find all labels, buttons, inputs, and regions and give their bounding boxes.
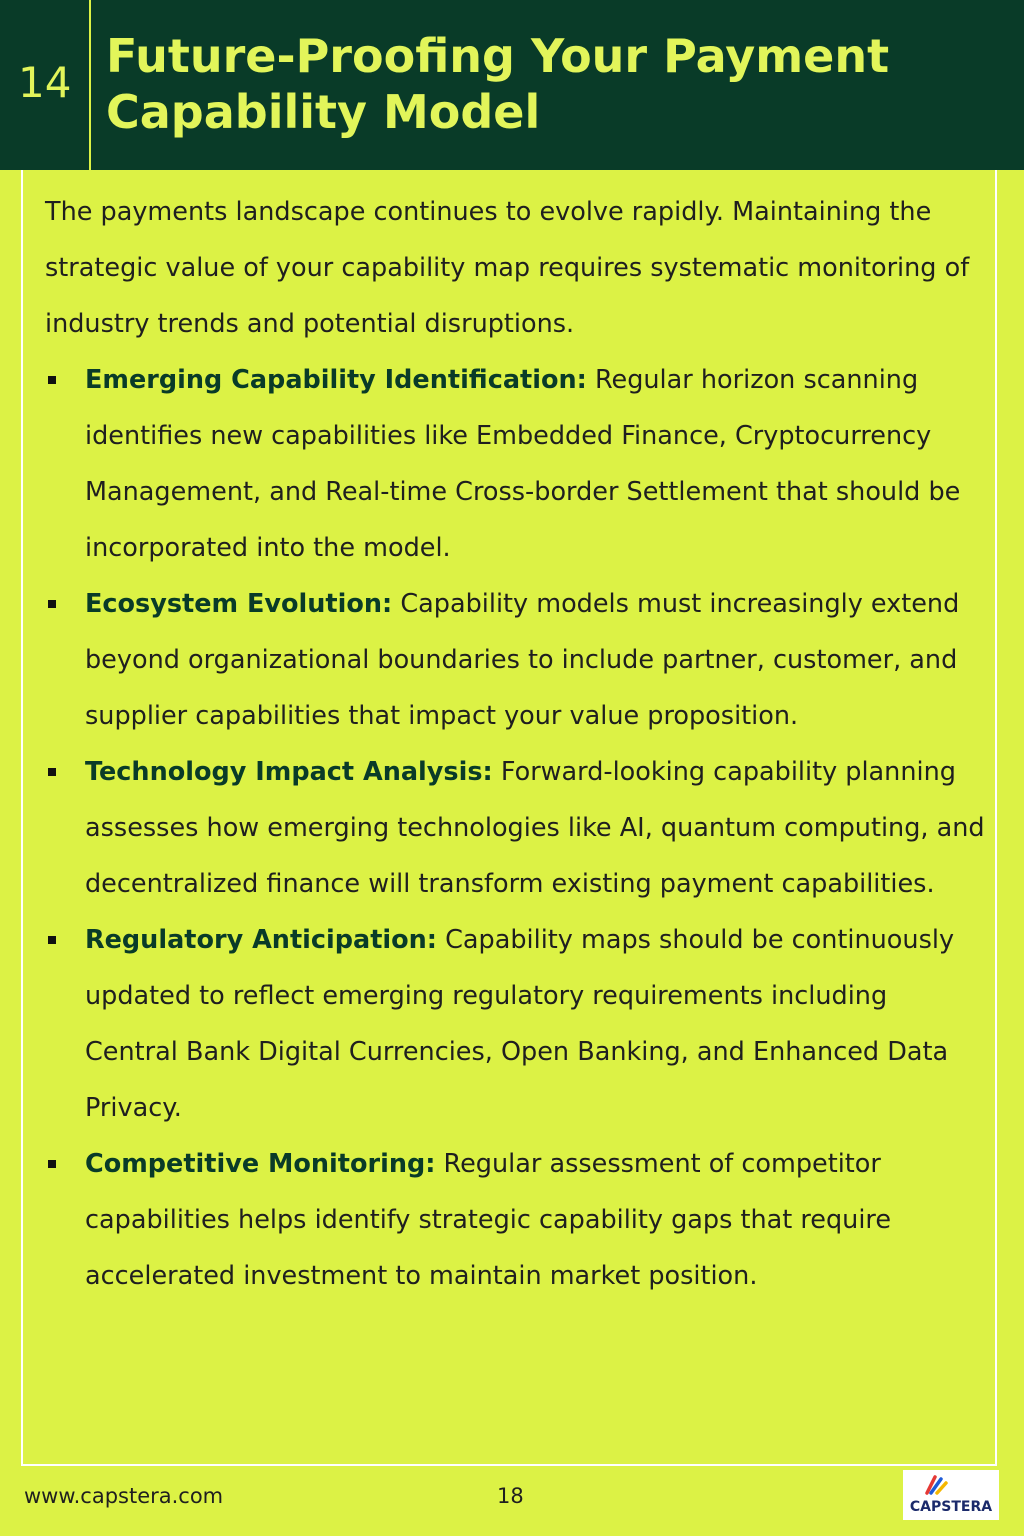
header-divider <box>89 0 91 170</box>
bullet-text: Regular assessment of competitor capabilities helps identify strategic capability gaps that require accelerated investment to maintain market position. <box>85 1149 892 1291</box>
bullet-title: Regulatory Anticipation: <box>85 925 438 955</box>
footer-url-link[interactable]: www.capstera.com <box>24 1484 224 1508</box>
bullet-title: Ecosystem Evolution: <box>85 589 393 619</box>
bullet-text: Capability maps should be continuously updated to reflect emerging regulatory requirements including Central Bank Digital Currencies, Open Banking, and Enhanced Data Privacy. <box>85 925 955 1123</box>
square-bullet-icon <box>48 600 56 608</box>
bullet-item-competitive-monitoring <box>45 1136 985 1304</box>
square-bullet-icon <box>48 936 56 944</box>
square-bullet-icon <box>48 1160 56 1168</box>
page-number: 18 <box>497 1484 524 1508</box>
bullet-text: Regular horizon scanning identifies new capabilities like Embedded Finance, Cryptocurrency Management, and Real-time Cross-border Settlement that should be incorporated into the model. <box>85 365 961 563</box>
bullet-title: Emerging Capability Identification: <box>85 365 587 395</box>
capstera-logo <box>903 1470 999 1520</box>
header-bar <box>0 0 1024 170</box>
capstera-logo-mark-icon <box>921 1473 951 1497</box>
bullet-text: Forward-looking capability planning assesses how emerging technologies like AI, quantum computing, and decentralized finance will transform existing payment capabilities. <box>85 757 985 899</box>
logo-text: CAPSTERA <box>909 1499 993 1515</box>
bullet-title: Technology Impact Analysis: <box>85 757 493 787</box>
section-number: 14 <box>18 58 72 107</box>
square-bullet-icon <box>48 768 56 776</box>
bullet-item-ecosystem-evolution <box>45 576 985 744</box>
bullet-list <box>45 352 985 1304</box>
bullet-item-emerging-capability <box>45 352 985 576</box>
square-bullet-icon <box>48 376 56 384</box>
bullet-title: Competitive Monitoring: <box>85 1149 436 1179</box>
bullet-text: Capability models must increasingly extend beyond organizational boundaries to include partner, customer, and supplier capabilities that impact your value proposition. <box>85 589 960 731</box>
intro-paragraph: The payments landscape continues to evolve rapidly. Maintaining the strategic value of your capability map requires systematic monitoring of industry trends and potential disruptions. <box>45 197 970 339</box>
bullet-item-technology-impact <box>45 744 985 912</box>
page-title: Future-Proofing Your Payment Capability Model <box>106 29 890 139</box>
bullet-item-regulatory-anticipation <box>45 912 985 1136</box>
